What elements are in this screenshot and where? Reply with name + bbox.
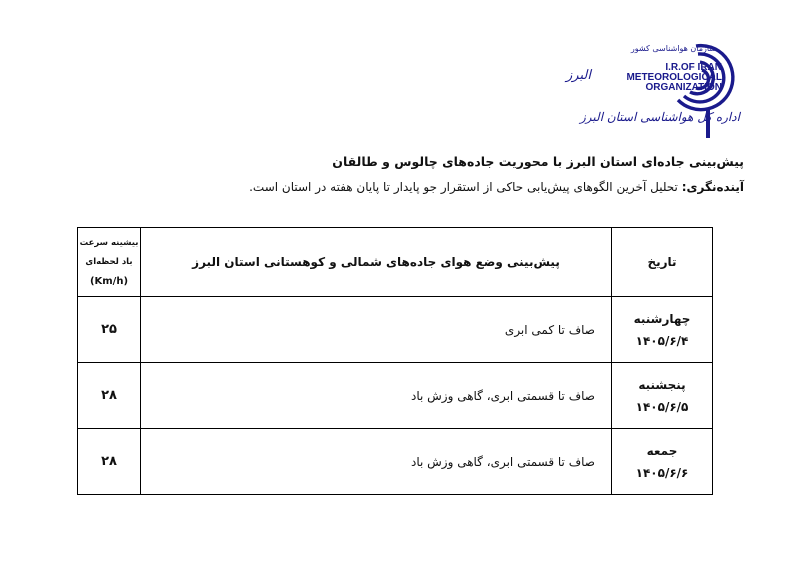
meteorological-logo-icon	[676, 40, 746, 148]
wind-speed-value: ۲۵	[78, 297, 141, 363]
outlook-label: آینده‌نگری:	[681, 180, 744, 194]
day-name: جمعه	[646, 443, 678, 458]
forecast-description: صاف تا کمی ابری	[141, 297, 612, 363]
outlook-text: تحلیل آخرین الگوهای پیش‌یابی حاکی از استقرار جو پایدار تا پایان هفته در استان است.	[249, 180, 678, 194]
date-cell	[612, 297, 713, 363]
date-value: ۱۴۰۵/۶/۵	[635, 399, 689, 414]
logo-line-iran: I.R.OF IRAN	[665, 62, 722, 73]
date-value: ۱۴۰۵/۶/۶	[635, 465, 689, 480]
date-value: ۱۴۰۵/۶/۴	[635, 333, 689, 348]
header-wind-line: باد لحظه‌ای	[85, 256, 133, 267]
outlook-line	[249, 180, 744, 194]
organization-logo	[566, 40, 744, 148]
logo-line-organization: ORGANIZATION	[645, 82, 722, 93]
logo-line-meteorological: METEOROLOGICAL	[626, 72, 722, 83]
table-row	[78, 363, 713, 429]
forecast-description: صاف تا قسمتی ابری، گاهی وزش باد	[141, 363, 612, 429]
forecast-table	[77, 227, 713, 495]
page-title: پیش‌بینی جاده‌ای استان البرز با محوریت جاده‌های چالوس و طالقان	[332, 154, 744, 169]
table-header-row	[78, 228, 713, 297]
header-wind	[78, 228, 141, 297]
day-name: چهارشنبه	[633, 311, 691, 326]
forecast-description: صاف تا قسمتی ابری، گاهی وزش باد	[141, 429, 612, 495]
logo-persian-name: سازمان هواشناسی کشور	[630, 44, 716, 53]
header-date: تاریخ	[612, 228, 713, 297]
table-row	[78, 429, 713, 495]
header-wind-unit: (Km/h)	[89, 275, 129, 287]
header-description: پیش‌بینی وضع هوای جاده‌های شمالی و کوهستانی استان البرز	[141, 228, 612, 297]
date-cell	[612, 363, 713, 429]
date-cell	[612, 429, 713, 495]
header-wind-line: بیشینه سرعت	[79, 237, 139, 248]
logo-script-province: البرز	[566, 68, 591, 83]
wind-speed-value: ۲۸	[78, 363, 141, 429]
logo-script-office: اداره کل هواشناسی استان البرز	[580, 110, 740, 124]
table-row	[78, 297, 713, 363]
wind-speed-value: ۲۸	[78, 429, 141, 495]
day-name: پنجشنبه	[638, 377, 686, 392]
